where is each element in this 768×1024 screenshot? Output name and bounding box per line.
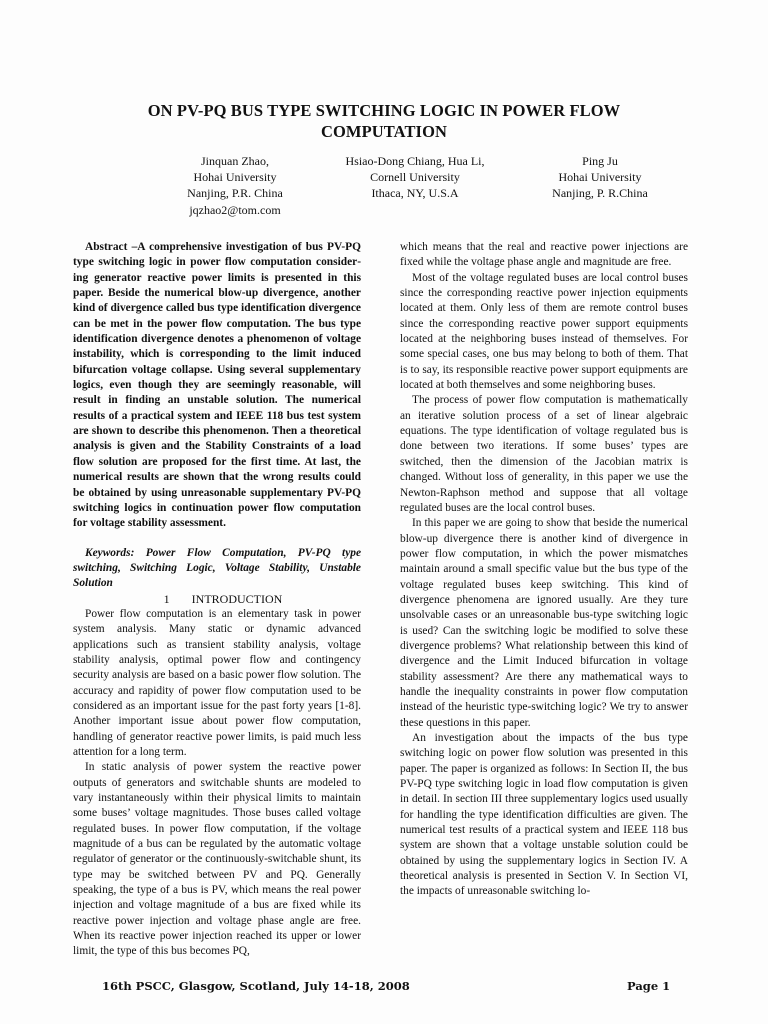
abstract-text: –A comprehensive investigation of bus PV-PQ type switching logic in power flow computation considering generator reactive power limits is presented in this paper. Beside the numerical blow-up divergence, another kind of divergence called bus type identification divergence can be met in the power flow computation. The bus type identification divergence denotes a phenomenon of voltage instability, which is corresponding to the limit induced bifurcation voltage collapse. Using several supplementary logics, even though they are seemingly reasonable, will result in finding an unstable solution. The numerical results of a practical system and IEEE 118 bus test system are shown to describe this phenomenon. Then a theoretical analysis is given and the Stability Constraints of a load flow solution are proposed for the first time. At last, the numerical results are shown that the wrong results could be obtained by using unreasonable supplementary PV-PQ switching logics in continuation power flow computation for voltage stability assessment.: [73, 241, 361, 530]
paragraph: In this paper we are going to show that beside the numerical blow-up divergence there is another kind of divergence in power flow computation, in which the power mismatches maintain around a small specific value but the bus type of the voltage regulated buses keep switching. This kind of divergence phenomena are ignored usually. Are they ture unsolvable cases or an unreasonable bus-type switching logic is used? Can the switching logic be modified to solve these divergence problems? What relationship between this kind of divergence and the Limit Induced bifurcation in voltage stability assessment? Are there any mathematical ways to handle the inequality constraints in power flow computation instead of the heuristic type-switching logic? We try to answer these questions in this paper.: [400, 517, 688, 729]
left-column: [73, 240, 361, 960]
author-email: jqzhao2@tom.com: [189, 202, 281, 217]
author-affiliation: Hohai University: [558, 170, 642, 185]
author-affiliation: Hohai University: [193, 170, 277, 185]
author-location: Ithaca, NY, U.S.A: [371, 186, 459, 201]
section-number: 1: [163, 591, 170, 606]
author-block-3: [520, 153, 680, 202]
author-location: Nanjing, P.R. China: [187, 186, 283, 201]
paper-title: [60, 100, 708, 142]
author-affiliation: Cornell University: [370, 170, 460, 185]
title-line-1: ON PV-PQ BUS TYPE SWITCHING LOGIC IN POWER FLOW: [147, 101, 621, 120]
footer-conference: 16th PSCC, Glasgow, Scotland, July 14-18, 2008: [102, 979, 410, 993]
author-name: Hsiao-Dong Chiang, Hua Li,: [345, 154, 485, 168]
footer-page-number: Page 1: [627, 979, 671, 993]
abstract: [73, 240, 361, 532]
abstract-label: Abstract: [85, 241, 128, 253]
paragraph: Power flow computation is an elementary task in power system analysis. Many static or dynamic advanced applications such as transient stability analysis, voltage stability analysis, optimal power flow and contingency security analysis are based on a basic power flow solution. The accuracy and rapidity of power flow computation used to be considered as an important issue for the past forty years [1-8]. Another important issue about power flow computation, handling of generator reactive power limits, is paid much less attention for a long term.: [73, 607, 361, 758]
right-column: [400, 240, 688, 900]
title-line-2: COMPUTATION: [320, 122, 448, 141]
keywords: Keywords: Power Flow Computation, PV-PQ type switching, Switching Logic, Voltage Stability, Unstable Solution: [73, 546, 361, 590]
author-block-1: [150, 153, 320, 218]
paragraph: Most of the voltage regulated buses are local control buses since the corresponding reactive power injection equipments located at them. Only less of them are remote control buses since the corresponding reactive power support equipments located at the neighboring buses instead of themselves. For some special cases, one bus may belong to both of them. That is to say, its responsible reactive power support equipments are located at both themselves and some neighboring buses.: [400, 271, 688, 392]
section-heading-introduction: [73, 592, 361, 607]
author-name: Jinquan Zhao,: [201, 154, 269, 168]
author-location: Nanjing, P. R.China: [552, 186, 648, 201]
author-name: Ping Ju: [582, 154, 618, 168]
paragraph: An investigation about the impacts of the bus type switching logic on power flow solution was presented in this paper. The paper is organized as follows: In Section II, the bus PV-PQ type switching logic in load flow computation is given in detail. In section III three supplementary logics used usually for handling the type identification difficulties are given. The numerical test results of a practical system and IEEE 118 bus system are shown that a voltage unstable solution could be obtained by using the supplementary logics in Section IV. A theoretical analysis is presented in Section V. In Section VI, the impacts of unreasonable switching lo-: [400, 732, 688, 898]
paragraph: which means that the real and reactive power injections are fixed while the voltage phase angle and magnitude are free.: [400, 241, 688, 269]
section-title: INTRODUCTION: [191, 591, 283, 606]
paragraph: The process of power flow computation is mathematically an iterative solution process of a set of linear algebraic equations. The type identification of voltage regulated bus is done between two iterations. If some buses’ types are switched, then the dimension of the Jacobian matrix is changed. Without loss of generality, in this paper we use the Newton-Raphson method and suppose that all voltage regulated buses are the local control buses.: [400, 394, 688, 514]
paragraph: In static analysis of power system the reactive power outputs of generators and switchable shunts are modeled to vary instantaneously within their physical limits to maintain some buses’ voltage magnitudes. Those buses called voltage regulated buses. In power flow computation, if the voltage magnitude of a bus can be regulated by the automatic voltage regulator of generator or the continuously-switchable shunt, its type may be switched between PV and PQ. Generally speaking, the type of a bus is PV, which means the real power injection and voltage magnitude of a bus are fixed while its reactive power injection and voltage phase angle are free. When its reactive power injection reached its upper or lower limit, the type of this bus becomes PQ,: [73, 761, 361, 958]
author-block-2: [320, 153, 510, 202]
